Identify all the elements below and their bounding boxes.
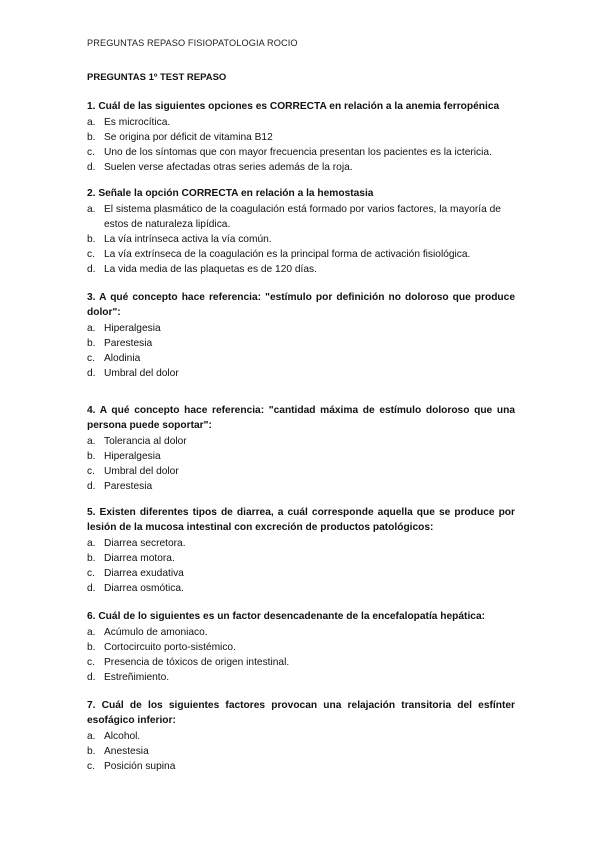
option-text: Acúmulo de amoniaco.: [104, 627, 208, 638]
option-letter: a.: [87, 627, 96, 638]
option-letter: d.: [87, 583, 96, 594]
question-6: [87, 609, 515, 685]
option-a: [87, 434, 515, 449]
option-letter: b.: [87, 553, 96, 564]
option-a: [87, 115, 515, 130]
question-title: 4. A qué concepto hace referencia: "cantidad máxima de estímulo doloroso que una persona puede soportar":: [87, 405, 515, 431]
option-letter: a.: [87, 436, 96, 447]
question-title: 3. A qué concepto hace referencia: "estímulo por definición no doloroso que produce dolor":: [87, 292, 515, 318]
option-b: [87, 449, 515, 464]
option-a: [87, 536, 515, 551]
option-text: Parestesia: [104, 338, 153, 349]
option-letter: b.: [87, 338, 96, 349]
option-b: [87, 336, 515, 351]
option-text: La vía extrínseca de la coagulación es la principal forma de activación fisiológica.: [104, 249, 471, 260]
option-letter: a.: [87, 323, 96, 334]
option-text: Uno de los síntomas que con mayor frecuencia presentan los pacientes es la ictericia.: [104, 147, 492, 158]
option-letter: a.: [87, 204, 96, 215]
option-text: Cortocircuito porto-sistémico.: [104, 642, 236, 653]
question-title: 5. Existen diferentes tipos de diarrea, a cuál corresponde aquella que se produce por lesión de la mucosa intestinal con excreción de productos patológicos:: [87, 507, 515, 533]
question-title: 6. Cuál de lo siguientes es un factor desencadenante de la encefalopatía hepática:: [87, 611, 485, 622]
option-letter: d.: [87, 481, 96, 492]
option-list: [87, 115, 515, 175]
option-text: Hiperalgesia: [104, 323, 161, 334]
option-b: [87, 551, 515, 566]
option-text: Posición supina: [104, 761, 176, 772]
option-letter: b.: [87, 746, 96, 757]
option-text: La vida media de las plaquetas es de 120 días.: [104, 264, 317, 275]
option-text: Estreñimiento.: [104, 672, 170, 683]
question-title: 7. Cuál de los siguientes factores provocan una relajación transitoria del esfínter esofágico inferior:: [87, 700, 515, 726]
option-letter: b.: [87, 451, 96, 462]
option-letter: a.: [87, 538, 96, 549]
option-letter: d.: [87, 264, 96, 275]
option-text: La vía intrínseca activa la vía común.: [104, 234, 272, 245]
option-list: [87, 434, 515, 494]
option-d: [87, 581, 515, 596]
option-b: [87, 130, 515, 145]
option-list: [87, 321, 515, 381]
option-letter: c.: [87, 466, 95, 477]
option-text: Suelen verse afectadas otras series además de la roja.: [104, 162, 353, 173]
option-letter: c.: [87, 568, 95, 579]
question-5: [87, 505, 515, 596]
option-letter: d.: [87, 162, 96, 173]
option-letter: d.: [87, 368, 96, 379]
option-text: Diarrea motora.: [104, 553, 175, 564]
option-text: Parestesia: [104, 481, 153, 492]
option-letter: c.: [87, 353, 95, 364]
option-text: Hiperalgesia: [104, 451, 161, 462]
option-c: [87, 759, 515, 774]
option-text: Presencia de tóxicos de origen intestinal.: [104, 657, 290, 668]
option-text: Tolerancia al dolor: [104, 436, 187, 447]
option-a: [87, 321, 515, 336]
option-c: [87, 566, 515, 581]
option-list: [87, 729, 515, 774]
option-c: [87, 247, 515, 262]
option-b: [87, 232, 515, 247]
option-d: [87, 262, 515, 277]
option-letter: b.: [87, 234, 96, 245]
option-text: Diarrea exudativa: [104, 568, 184, 579]
question-title: 1. Cuál de las siguientes opciones es CORRECTA en relación a la anemia ferropénica: [87, 101, 500, 112]
option-letter: c.: [87, 249, 95, 260]
question-4: [87, 403, 515, 494]
question-2: [87, 186, 515, 277]
option-c: [87, 655, 515, 670]
option-text: Alcohol.: [104, 731, 141, 742]
option-letter: a.: [87, 117, 96, 128]
option-d: [87, 366, 515, 381]
question-1: [87, 99, 515, 175]
option-b: [87, 744, 515, 759]
question-3: [87, 290, 515, 381]
option-a: [87, 729, 515, 744]
option-list: [87, 625, 515, 685]
option-b: [87, 640, 515, 655]
option-d: [87, 670, 515, 685]
option-list: [87, 536, 515, 596]
option-text: Diarrea secretora.: [104, 538, 186, 549]
option-text: El sistema plasmático de la coagulación está formado por varios factores, la mayoría de estos de naturaleza lipídica.: [104, 204, 501, 230]
option-text: Alodinia: [104, 353, 141, 364]
section-title: PREGUNTAS 1º TEST REPASO: [87, 72, 227, 83]
option-text: Umbral del dolor: [104, 466, 179, 477]
question-title: 2. Señale la opción CORRECTA en relación a la hemostasia: [87, 188, 374, 199]
option-c: [87, 464, 515, 479]
option-text: Anestesia: [104, 746, 149, 757]
option-text: Umbral del dolor: [104, 368, 179, 379]
option-text: Se origina por déficit de vitamina B12: [104, 132, 273, 143]
option-letter: c.: [87, 147, 95, 158]
option-a: [87, 625, 515, 640]
option-d: [87, 160, 515, 175]
question-7: [87, 698, 515, 774]
option-letter: d.: [87, 672, 96, 683]
option-letter: b.: [87, 132, 96, 143]
option-a: [87, 202, 515, 232]
option-letter: b.: [87, 642, 96, 653]
option-letter: c.: [87, 761, 95, 772]
option-text: Diarrea osmótica.: [104, 583, 184, 594]
option-c: [87, 145, 515, 160]
option-letter: c.: [87, 657, 95, 668]
option-d: [87, 479, 515, 494]
option-text: Es microcítica.: [104, 117, 171, 128]
option-c: [87, 351, 515, 366]
running-header: PREGUNTAS REPASO FISIOPATOLOGIA ROCIO: [87, 38, 298, 48]
option-letter: a.: [87, 731, 96, 742]
option-list: [87, 202, 515, 277]
